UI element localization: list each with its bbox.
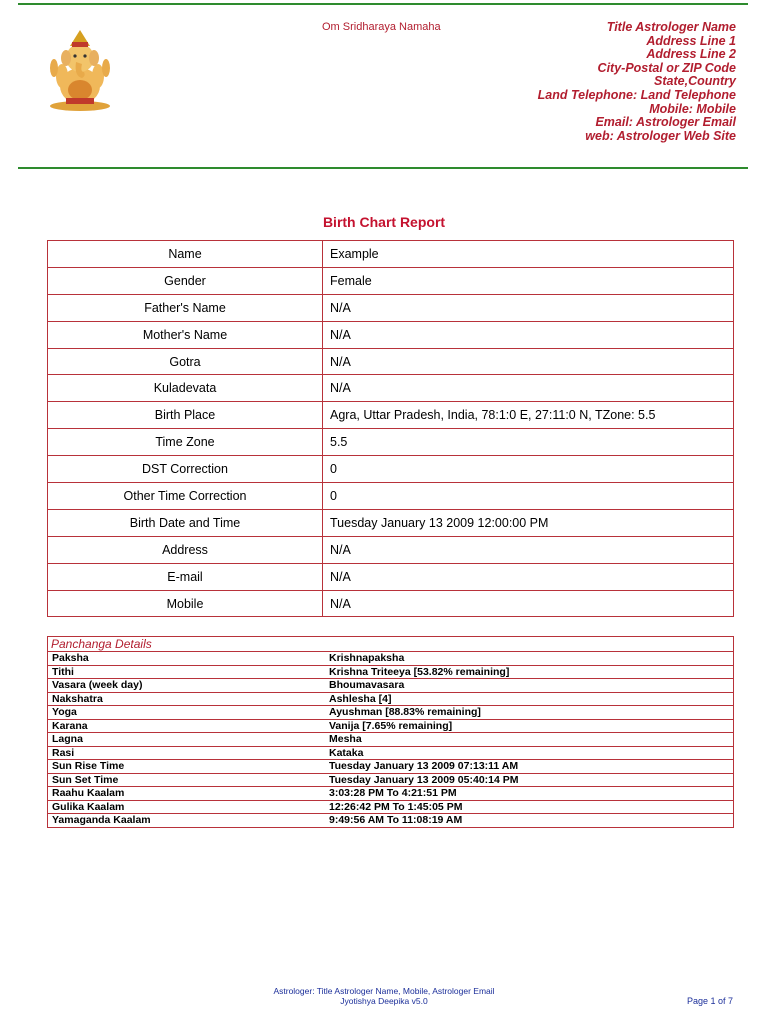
row-value: N/A <box>323 294 734 321</box>
row-value: Example <box>323 241 734 268</box>
row-label: Sun Set Time <box>48 773 325 787</box>
footer-astrologer-line: Astrologer: Title Astrologer Name, Mobile, Astrologer Email <box>273 986 495 996</box>
row-value: Female <box>323 267 734 294</box>
row-value: N/A <box>323 348 734 375</box>
table-row <box>48 483 734 510</box>
panchanga-table <box>48 651 733 827</box>
website-line: web: Astrologer Web Site <box>585 128 736 143</box>
row-value: Ashlesha [4] <box>325 692 733 706</box>
row-label: Gotra <box>48 348 323 375</box>
astrologer-contact-block <box>538 21 736 143</box>
row-label: Tithi <box>48 665 325 679</box>
row-label: Yoga <box>48 706 325 720</box>
row-value: 0 <box>323 483 734 510</box>
row-value: Agra, Uttar Pradesh, India, 78:1:0 E, 27:11:0 N, TZone: 5.5 <box>323 402 734 429</box>
row-value: Krishna Triteeya [53.82% remaining] <box>325 665 733 679</box>
row-label: Sun Rise Time <box>48 760 325 774</box>
table-row <box>48 536 734 563</box>
city-postal: City-Postal or ZIP Code <box>597 60 736 75</box>
row-label: Vasara (week day) <box>48 679 325 693</box>
row-value: 0 <box>323 456 734 483</box>
footer-software-line: Jyotishya Deepika v5.0 <box>340 996 428 1006</box>
footer-credits <box>0 986 768 1006</box>
row-label: Mother's Name <box>48 321 323 348</box>
table-row <box>48 733 733 747</box>
row-value: Vanija [7.65% remaining] <box>325 719 733 733</box>
row-label: Father's Name <box>48 294 323 321</box>
table-row <box>48 402 734 429</box>
table-row <box>48 665 733 679</box>
table-row <box>48 267 734 294</box>
table-row <box>48 800 733 814</box>
row-label: Birth Date and Time <box>48 509 323 536</box>
land-telephone: Land Telephone: Land Telephone <box>537 87 736 102</box>
row-label: Gulika Kaalam <box>48 800 325 814</box>
table-row <box>48 590 734 617</box>
table-row <box>48 294 734 321</box>
row-value: 12:26:42 PM To 1:45:05 PM <box>325 800 733 814</box>
row-label: Lagna <box>48 733 325 747</box>
table-row <box>48 760 733 774</box>
table-row <box>48 509 734 536</box>
email-line: Email: Astrologer Email <box>595 115 736 130</box>
report-title: Birth Chart Report <box>322 214 446 230</box>
row-label: Time Zone <box>48 429 323 456</box>
row-label: Yamaganda Kaalam <box>48 814 325 827</box>
row-label: Paksha <box>48 652 325 666</box>
row-value: N/A <box>323 590 734 617</box>
panchanga-title: Panchanga Details <box>51 637 152 651</box>
row-label: Name <box>48 241 323 268</box>
table-row <box>48 787 733 801</box>
invocation-text: Om Sridharaya Namaha <box>322 21 441 33</box>
row-value: Krishnapaksha <box>325 652 733 666</box>
row-label: Gender <box>48 267 323 294</box>
row-label: Mobile <box>48 590 323 617</box>
table-row <box>48 456 734 483</box>
table-row <box>48 375 734 402</box>
table-row <box>48 321 734 348</box>
state-country: State,Country <box>654 74 736 89</box>
row-value: N/A <box>323 375 734 402</box>
table-row <box>48 706 733 720</box>
row-value: 9:49:56 AM To 11:08:19 AM <box>325 814 733 827</box>
row-value: Mesha <box>325 733 733 747</box>
row-value: 3:03:28 PM To 4:21:51 PM <box>325 787 733 801</box>
row-label: DST Correction <box>48 456 323 483</box>
table-row <box>48 746 733 760</box>
row-label: Address <box>48 536 323 563</box>
row-label: Birth Place <box>48 402 323 429</box>
row-label: Nakshatra <box>48 692 325 706</box>
table-row <box>48 679 733 693</box>
table-row <box>48 773 733 787</box>
address-line-2: Address Line 2 <box>646 47 736 62</box>
header-top-rule <box>18 3 748 5</box>
astrologer-title: Title Astrologer Name <box>606 20 736 34</box>
row-value: Tuesday January 13 2009 05:40:14 PM <box>325 773 733 787</box>
row-value: Bhoumavasara <box>325 679 733 693</box>
row-value: Tuesday January 13 2009 07:13:11 AM <box>325 760 733 774</box>
row-value: Kataka <box>325 746 733 760</box>
row-label: Raahu Kaalam <box>48 787 325 801</box>
ganesha-logo-icon <box>40 28 120 112</box>
table-row <box>48 692 733 706</box>
table-row <box>48 348 734 375</box>
row-value: 5.5 <box>323 429 734 456</box>
page-number: Page 1 of 7 <box>686 996 733 1006</box>
row-value: Tuesday January 13 2009 12:00:00 PM <box>323 509 734 536</box>
row-label: E-mail <box>48 563 323 590</box>
row-label: Kuladevata <box>48 375 323 402</box>
row-value: N/A <box>323 536 734 563</box>
table-row <box>48 563 734 590</box>
panchanga-details-box <box>47 636 734 828</box>
row-label: Karana <box>48 719 325 733</box>
row-value: N/A <box>323 563 734 590</box>
header-bottom-rule <box>18 167 748 169</box>
row-value: Ayushman [88.83% remaining] <box>325 706 733 720</box>
table-row <box>48 814 733 827</box>
table-row <box>48 241 734 268</box>
birth-details-table <box>47 240 734 617</box>
table-row <box>48 652 733 666</box>
mobile-line: Mobile: Mobile <box>649 101 736 116</box>
table-row <box>48 719 733 733</box>
row-value: N/A <box>323 321 734 348</box>
row-label: Other Time Correction <box>48 483 323 510</box>
row-label: Rasi <box>48 746 325 760</box>
address-line-1: Address Line 1 <box>646 33 736 48</box>
table-row <box>48 429 734 456</box>
